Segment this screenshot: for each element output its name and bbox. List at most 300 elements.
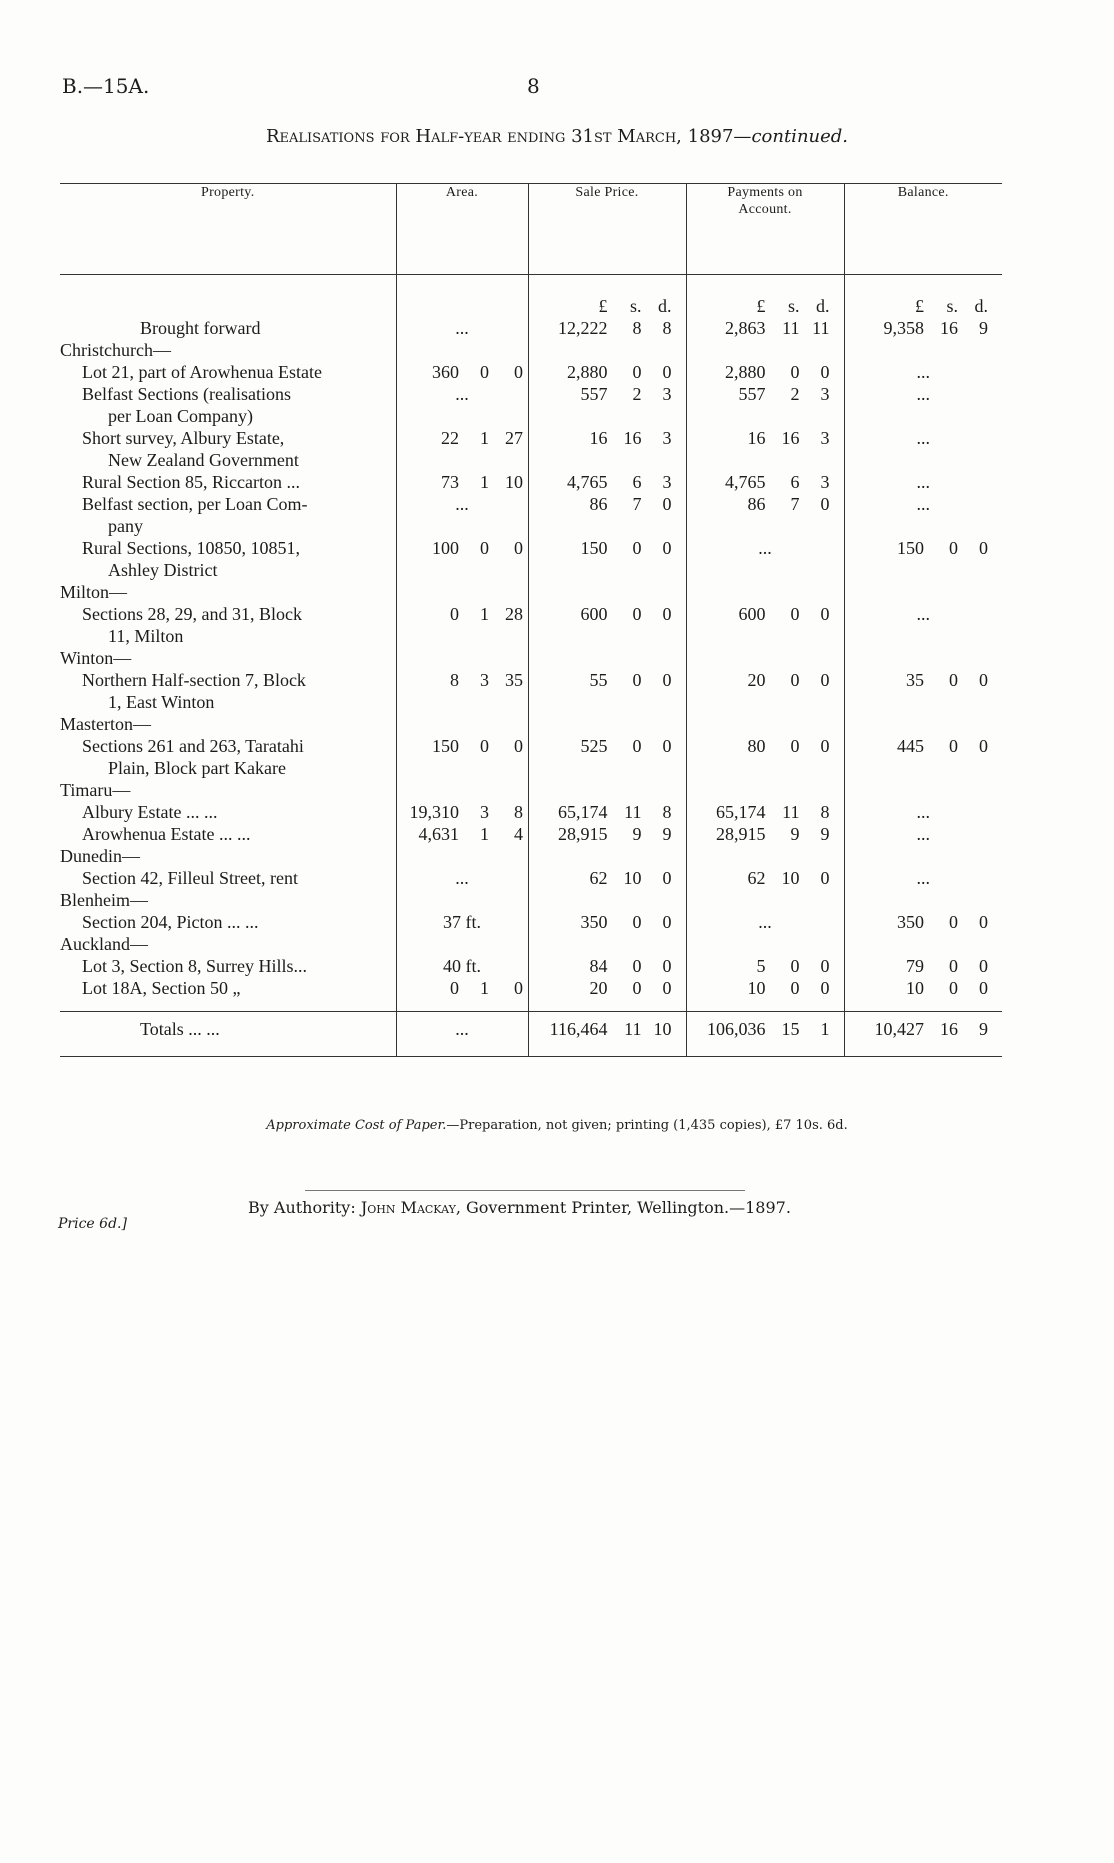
payment-shillings: 0 [790, 670, 800, 690]
property-name: Belfast section, per Loan Com- [82, 494, 308, 514]
sale-price-pence: 0 [662, 604, 672, 624]
balance-pounds: 445 [897, 736, 924, 756]
district-heading-row [60, 339, 1002, 361]
payment-shillings: 0 [790, 604, 800, 624]
balance-shillings: 0 [949, 670, 958, 690]
payment-shillings: 0 [790, 362, 800, 382]
balance-empty: ... [844, 427, 1002, 471]
district-heading-row [60, 779, 1002, 801]
totals-row [60, 1012, 1002, 1057]
table-row [60, 361, 1002, 383]
sale-price [529, 603, 686, 625]
balance-shillings: 0 [949, 912, 958, 932]
pound-sign: £ [915, 296, 924, 316]
payment-shillings: 11 [782, 802, 800, 822]
sale-price-pence: 0 [662, 736, 672, 756]
district-heading-row [60, 845, 1002, 867]
payment-pence: 0 [820, 868, 830, 888]
totals-bal-shillings: 16 [940, 1019, 958, 1039]
property-name: Sections 28, 29, and 31, Block [82, 604, 302, 624]
pence-label: d. [816, 296, 830, 316]
district-name: Timaru— [60, 780, 131, 800]
area-roods: 0 [480, 538, 489, 558]
payment [687, 471, 844, 493]
balance-pounds: 9,358 [883, 318, 924, 338]
page-number: 8 [527, 74, 540, 98]
property-name: New Zealand Government [108, 450, 299, 470]
payment-shillings: 2 [790, 384, 800, 404]
sale-price-pence: 3 [662, 472, 672, 492]
balance-shillings: 0 [949, 956, 958, 976]
table-row [60, 669, 1002, 713]
property-name: Albury Estate ... ... [82, 802, 218, 822]
totals-pay-shillings: 15 [781, 1019, 800, 1039]
sale-price-pounds: 12,222 [558, 318, 608, 338]
sale-price [529, 867, 686, 889]
payment [687, 493, 844, 515]
table-row [60, 493, 1002, 537]
sale-price-shillings: 11 [624, 802, 642, 822]
district-name: Christchurch— [60, 340, 171, 360]
district-heading-row [60, 581, 1002, 603]
sale-price-pence: 3 [662, 384, 672, 404]
area-perches: 0 [514, 538, 523, 558]
sale-price [529, 537, 686, 559]
property-name: 1, East Winton [108, 692, 215, 712]
district-heading-row [60, 647, 1002, 669]
property-name: Plain, Block part Kakare [108, 758, 286, 778]
printer-authority [248, 1198, 791, 1217]
area-roods: 1 [480, 824, 489, 844]
sale-price [529, 955, 686, 977]
sale-price-pounds: 20 [589, 978, 608, 998]
sale-price-pence: 8 [662, 802, 672, 822]
payment-shillings: 11 [782, 318, 800, 338]
authority-prefix: By Authority: [248, 1198, 361, 1217]
balance [845, 955, 1003, 977]
area-perches: 4 [514, 824, 523, 844]
page-title [0, 126, 1114, 147]
payment [687, 383, 844, 405]
sale-price-pounds: 65,174 [558, 802, 608, 822]
balance-empty: ... [844, 603, 1002, 647]
balance [845, 537, 1003, 559]
district-heading-row [60, 713, 1002, 735]
area-roods: 1 [480, 472, 489, 492]
sale-price-shillings: 9 [632, 824, 642, 844]
payment-shillings: 7 [790, 494, 800, 514]
area-acres: 4,631 [418, 824, 459, 844]
sale-price-shillings: 10 [623, 868, 642, 888]
area-acres: 0 [450, 604, 459, 624]
sale-price-shillings: 16 [623, 428, 642, 448]
authority-suffix: , Government Printer, Wellington.—1897. [455, 1198, 791, 1217]
pence-label: d. [974, 296, 988, 316]
balance [845, 735, 1003, 757]
area-roods: 1 [480, 978, 489, 998]
district-name: Dunedin— [60, 846, 140, 866]
title-continued: continued. [751, 126, 849, 147]
sale-price-pence: 0 [662, 362, 672, 382]
area-perches: 27 [505, 428, 523, 448]
payment-pounds: 4,765 [725, 472, 766, 492]
balance-pence: 0 [979, 956, 988, 976]
table-row [60, 977, 1002, 999]
sale-price-pounds: 84 [589, 956, 608, 976]
district-name: Masterton— [60, 714, 151, 734]
payment-pence: 9 [820, 824, 830, 844]
property-name: Northern Half-section 7, Block [82, 670, 306, 690]
balance-shillings: 0 [949, 736, 958, 756]
area-value: 40 ft. [396, 955, 528, 977]
balance-pounds: 10 [906, 978, 924, 998]
sale-price-pence: 0 [662, 538, 672, 558]
payment-pounds: 2,880 [725, 362, 766, 382]
area-value [397, 471, 528, 493]
sale-price-pounds: 86 [589, 494, 608, 514]
balance [845, 911, 1003, 933]
title-main: Realisations for Half-year ending 31st March, 1897— [265, 126, 752, 147]
sale-price-pence: 0 [662, 670, 672, 690]
balance-shillings: 0 [949, 978, 958, 998]
area-roods: 1 [480, 604, 489, 624]
property-name: Section 204, Picton ... ... [82, 912, 259, 932]
table-row [60, 955, 1002, 977]
sale-price-pounds: 62 [589, 868, 608, 888]
payment-pounds: 5 [756, 956, 766, 976]
district-heading-row [60, 889, 1002, 911]
cost-of-paper-note [0, 1118, 1114, 1133]
table-row [60, 537, 1002, 581]
payment-pence: 0 [820, 604, 830, 624]
property-name: Rural Sections, 10850, 10851, [82, 538, 300, 558]
balance [845, 669, 1003, 691]
property-name: Arowhenua Estate ... ... [82, 824, 251, 844]
balance-pence: 0 [979, 670, 988, 690]
payment-pounds: 2,863 [725, 318, 766, 338]
sale-price-pence: 3 [662, 428, 672, 448]
document-reference: B.—15A. [62, 74, 150, 98]
area-value: ... [396, 867, 528, 889]
area-value: ... [396, 383, 528, 427]
balance [845, 977, 1003, 999]
payment-pence: 0 [820, 494, 830, 514]
balance-pounds: 150 [897, 538, 924, 558]
sale-price-shillings: 6 [632, 472, 642, 492]
balance-empty: ... [844, 801, 1002, 823]
property-name: Rural Section 85, Riccarton ... [82, 472, 300, 492]
payment-pounds: 20 [747, 670, 766, 690]
sale-price-pence: 8 [662, 318, 672, 338]
property-name: Short survey, Albury Estate, [82, 428, 285, 448]
district-name: Winton— [60, 648, 132, 668]
column-header-payments-label: Payments on Account. [727, 185, 803, 217]
sale-price [529, 383, 686, 405]
payment-shillings: 9 [790, 824, 800, 844]
property-name: Ashley District [108, 560, 218, 580]
area-value: 37 ft. [396, 911, 528, 933]
table-row [60, 427, 1002, 471]
payment-shillings: 16 [781, 428, 800, 448]
payment-pence: 8 [820, 802, 830, 822]
sale-price [529, 801, 686, 823]
currency-heading-row [60, 295, 1002, 317]
area-perches: 0 [514, 362, 523, 382]
shilling-label: s. [629, 296, 642, 316]
payment [687, 427, 844, 449]
area-acres: 73 [441, 472, 459, 492]
area-roods: 1 [480, 428, 489, 448]
sale-price-pounds: 600 [580, 604, 608, 624]
payment-pence: 0 [820, 978, 830, 998]
balance-shillings: 0 [949, 538, 958, 558]
property-name: Lot 21, part of Arowhenua Estate [82, 362, 322, 382]
property-name: Sections 261 and 263, Taratahi [82, 736, 304, 756]
sale-price [529, 735, 686, 757]
property-name: Lot 3, Section 8, Surrey Hills... [82, 956, 307, 976]
area-perches: 0 [514, 736, 523, 756]
sale-price [529, 911, 686, 933]
table-row [60, 735, 1002, 779]
table-header-row [60, 184, 1002, 275]
totals-sale-pounds: 116,464 [549, 1019, 608, 1039]
sale-price-pounds: 4,765 [567, 472, 608, 492]
sale-price-shillings: 0 [632, 956, 642, 976]
sale-price-shillings: 8 [632, 318, 642, 338]
sale-price-pence: 0 [662, 912, 672, 932]
totals-pay-pounds: 106,036 [707, 1019, 766, 1039]
column-header-area: Area. [396, 184, 528, 275]
payment [687, 977, 844, 999]
payment-empty: ... [686, 537, 844, 581]
sale-price-shillings: 0 [632, 362, 642, 382]
sale-price-pounds: 150 [580, 538, 608, 558]
balance-pence: 0 [979, 978, 988, 998]
payment-pence: 0 [820, 736, 830, 756]
table-row [60, 383, 1002, 427]
area-acres: 360 [432, 362, 459, 382]
pence-label: d. [658, 296, 672, 316]
payment-shillings: 6 [790, 472, 800, 492]
district-name: Blenheim— [60, 890, 148, 910]
balance-pounds: 79 [906, 956, 924, 976]
area-acres: 150 [432, 736, 459, 756]
sale-price-pence: 0 [662, 868, 672, 888]
property-name: Brought forward [140, 318, 261, 338]
property-name: per Loan Company) [108, 406, 253, 426]
area-perches: 28 [505, 604, 523, 624]
balance-empty: ... [844, 823, 1002, 845]
authority-rule [305, 1190, 745, 1191]
table-row [60, 823, 1002, 845]
sale-price [529, 317, 686, 339]
property-name: Belfast Sections (realisations [82, 384, 291, 404]
sale-price-pounds: 2,880 [567, 362, 608, 382]
payment [687, 823, 844, 845]
district-name: Milton— [60, 582, 128, 602]
payment-pence: 3 [820, 472, 830, 492]
area-acres: 19,310 [409, 802, 459, 822]
spacer-row [60, 999, 1002, 1012]
payment-pence: 0 [820, 362, 830, 382]
sale-price [529, 471, 686, 493]
column-header-property: Property. [60, 184, 396, 275]
payment-empty: ... [686, 911, 844, 933]
payment [687, 669, 844, 691]
sale-price-pounds: 557 [580, 384, 608, 404]
area-acres: 8 [450, 670, 459, 690]
cost-label: Approximate Cost of Paper. [266, 1118, 447, 1133]
payment-pence: 0 [820, 670, 830, 690]
area-value [397, 427, 528, 449]
balance-pounds: 350 [897, 912, 924, 932]
property-name: Lot 18A, Section 50 „ [82, 978, 241, 998]
table-row [60, 603, 1002, 647]
spacer-row [60, 275, 1002, 296]
payment [687, 361, 844, 383]
column-header-payments [686, 184, 844, 275]
payment-shillings: 10 [781, 868, 800, 888]
pound-sign: £ [756, 296, 766, 316]
sale-price-pence: 9 [662, 824, 672, 844]
area-perches: 35 [505, 670, 523, 690]
property-name: 11, Milton [108, 626, 184, 646]
sale-price-pence: 0 [662, 494, 672, 514]
column-header-balance: Balance. [844, 184, 1002, 275]
area-perches: 0 [514, 978, 523, 998]
area-roods: 3 [480, 802, 489, 822]
area-value [397, 669, 528, 691]
area-acres: 22 [441, 428, 459, 448]
area-value [397, 735, 528, 757]
payment [687, 867, 844, 889]
payment-pence: 11 [812, 318, 830, 338]
sale-price-pence: 0 [662, 978, 672, 998]
totals-sale-pence: 10 [653, 1019, 672, 1039]
balance-pence: 0 [979, 736, 988, 756]
authority-name: John Mackay [360, 1198, 456, 1217]
table-row [60, 867, 1002, 889]
sale-price-pounds: 525 [580, 736, 608, 756]
area-acres: 100 [432, 538, 459, 558]
balance-pounds: 35 [906, 670, 924, 690]
district-name: Auckland— [60, 934, 148, 954]
area-roods: 0 [480, 736, 489, 756]
shilling-label: s. [787, 296, 800, 316]
payment-shillings: 0 [790, 978, 800, 998]
balance-pence: 0 [979, 538, 988, 558]
sale-price-shillings: 0 [632, 538, 642, 558]
area-perches: 8 [514, 802, 523, 822]
payment-pounds: 80 [747, 736, 766, 756]
sale-price [529, 427, 686, 449]
payment-pounds: 28,915 [716, 824, 766, 844]
sale-price-shillings: 0 [632, 604, 642, 624]
payment-pence: 0 [820, 956, 830, 976]
payment-shillings: 0 [790, 956, 800, 976]
price-note: Price 6d.] [58, 1216, 127, 1232]
sale-price [529, 669, 686, 691]
payment [687, 801, 844, 823]
area-value [397, 801, 528, 823]
balance-empty: ... [844, 383, 1002, 427]
district-heading-row [60, 933, 1002, 955]
shilling-label: s. [946, 296, 958, 316]
balance-pence: 0 [979, 912, 988, 932]
totals-sale-shillings: 11 [624, 1019, 642, 1039]
sale-price-shillings: 0 [632, 978, 642, 998]
payment [687, 955, 844, 977]
table-row [60, 317, 1002, 339]
sale-price-pounds: 350 [580, 912, 608, 932]
sale-price-shillings: 0 [632, 912, 642, 932]
payment [687, 603, 844, 625]
totals-area: ... [396, 1012, 528, 1057]
area-value: ... [396, 317, 528, 339]
area-roods: 0 [480, 362, 489, 382]
balance-empty: ... [844, 493, 1002, 537]
sale-price [529, 493, 686, 515]
payment-pounds: 86 [747, 494, 766, 514]
column-header-sale-price: Sale Price. [528, 184, 686, 275]
payment-pounds: 557 [738, 384, 766, 404]
sale-price-shillings: 7 [632, 494, 642, 514]
area-value [397, 537, 528, 559]
table-body [60, 275, 1002, 1012]
totals-pay-pence: 1 [820, 1019, 830, 1039]
table-row [60, 801, 1002, 823]
property-name: pany [108, 516, 143, 536]
sale-price-shillings: 0 [632, 736, 642, 756]
payment-pounds: 65,174 [716, 802, 766, 822]
sale-price [529, 823, 686, 845]
area-acres: 0 [450, 978, 459, 998]
sale-price-pounds: 55 [589, 670, 608, 690]
area-value [397, 823, 528, 845]
payment-pence: 3 [820, 428, 830, 448]
balance [845, 317, 1003, 339]
payment-pounds: 600 [738, 604, 766, 624]
sale-price [529, 977, 686, 999]
sale-price [529, 361, 686, 383]
sale-price-shillings: 0 [632, 670, 642, 690]
balance-empty: ... [844, 361, 1002, 383]
area-value [397, 977, 528, 999]
sale-price-pounds: 16 [589, 428, 608, 448]
payment-pounds: 10 [747, 978, 766, 998]
table-row [60, 471, 1002, 493]
totals-bal-pence: 9 [979, 1019, 988, 1039]
balance-pence: 9 [979, 318, 988, 338]
area-value: ... [396, 493, 528, 537]
sale-price-pounds: 28,915 [558, 824, 608, 844]
area-value [397, 361, 528, 383]
area-roods: 3 [480, 670, 489, 690]
cost-text: —Preparation, not given; printing (1,435 copies), £7 10s. 6d. [446, 1118, 848, 1133]
realisations-table [60, 183, 1002, 1057]
table-row [60, 911, 1002, 933]
sale-price-shillings: 2 [632, 384, 642, 404]
payment [687, 735, 844, 757]
balance-empty: ... [844, 471, 1002, 493]
sale-price-pence: 0 [662, 956, 672, 976]
payment-pence: 3 [820, 384, 830, 404]
totals-bal-pounds: 10,427 [874, 1019, 924, 1039]
area-value [397, 603, 528, 625]
payment-pounds: 62 [747, 868, 766, 888]
balance-shillings: 16 [940, 318, 958, 338]
property-name: Section 42, Filleul Street, rent [82, 868, 298, 888]
